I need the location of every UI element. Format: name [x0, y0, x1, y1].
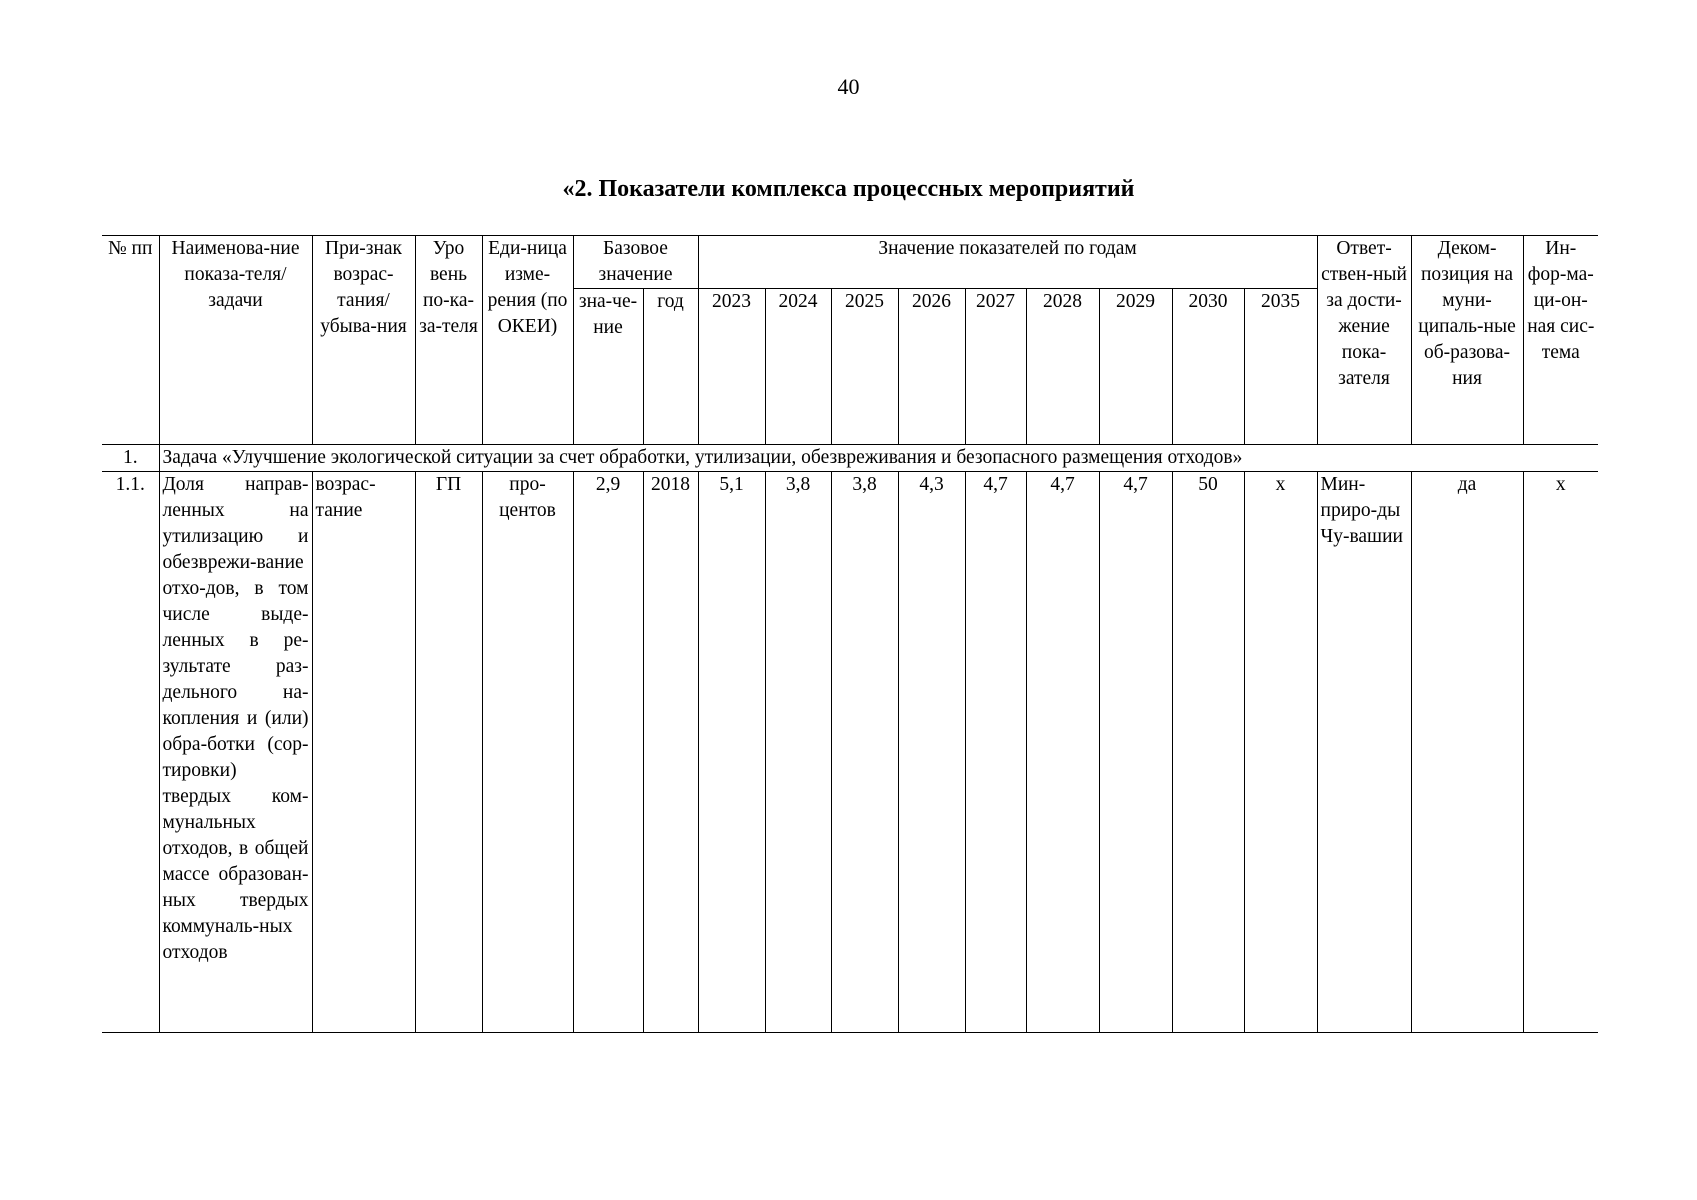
task-row	[102, 445, 1598, 472]
header-year-2027: 2027	[965, 289, 1026, 445]
header-sign: При-знак возрас-тания/ убыва-ния	[312, 236, 415, 445]
row-value-2030: 50	[1172, 472, 1244, 1033]
header-year-2028: 2028	[1026, 289, 1099, 445]
row-info-system: х	[1523, 472, 1598, 1033]
row-num: 1.1.	[102, 472, 159, 1033]
row-base-value: 2,9	[573, 472, 643, 1033]
row-value-2024: 3,8	[765, 472, 831, 1033]
row-unit: про-центов	[482, 472, 573, 1033]
task-num: 1.	[102, 445, 159, 472]
header-unit: Еди-ница изме-рения (по ОКЕИ)	[482, 236, 573, 445]
header-responsible: Ответ-ствен-ный за дости-жение пока-зателя	[1317, 236, 1411, 445]
header-num: № пп	[102, 236, 159, 445]
row-sign: возрас-тание	[312, 472, 415, 1033]
row-value-2025: 3,8	[831, 472, 898, 1033]
row-decomposition: да	[1411, 472, 1523, 1033]
row-value-2029: 4,7	[1099, 472, 1172, 1033]
header-level: Уро вень по-ка-за-теля	[415, 236, 482, 445]
header-year-2023: 2023	[698, 289, 765, 445]
document-title: «2. Показатели комплекса процессных мероприятий	[562, 176, 1135, 202]
page-number: 40	[837, 74, 860, 99]
row-level: ГП	[415, 472, 482, 1033]
header-year-2030: 2030	[1172, 289, 1244, 445]
table-row	[102, 472, 1598, 1033]
row-responsible: Мин-приро-ды Чу-вашии	[1317, 472, 1411, 1033]
row-base-year: 2018	[643, 472, 698, 1033]
header-base-group: Базовое значение	[573, 236, 698, 289]
header-info-system: Ин-фор-ма-ци-он-ная сис-тема	[1523, 236, 1598, 445]
header-year-2035: 2035	[1244, 289, 1317, 445]
task-text: Задача «Улучшение экологической ситуации за счет обработки, утилизации, обезвреживания и безопасного размещения отходов»	[159, 445, 1598, 472]
header-year-2029: 2029	[1099, 289, 1172, 445]
header-year-2025: 2025	[831, 289, 898, 445]
row-value-2035: х	[1244, 472, 1317, 1033]
row-indicator-name: Доля направ-ленных на утилизацию и обезврежи-вание отхо-дов, в том числе выде-ленных в ре-зультате раз-дельного на-копления и (или) обра-ботки (сор-тировки) твердых ком-мунальных отходов, в общей массе образован-ных твердых коммуналь-ных отходов	[159, 472, 312, 1033]
header-years-group: Значение показателей по годам	[698, 236, 1317, 289]
row-value-2023: 5,1	[698, 472, 765, 1033]
header-base-value: зна-че-ние	[573, 289, 643, 445]
row-value-2026: 4,3	[898, 472, 965, 1033]
header-name: Наименова-ние показа-теля/задачи	[159, 236, 312, 445]
header-base-year: год	[643, 289, 698, 445]
header-year-2024: 2024	[765, 289, 831, 445]
header-decomposition: Деком-позиция на муни-ципаль-ные об-разова-ния	[1411, 236, 1523, 445]
indicators-table	[102, 235, 1598, 1033]
row-value-2027: 4,7	[965, 472, 1026, 1033]
row-value-2028: 4,7	[1026, 472, 1099, 1033]
header-year-2026: 2026	[898, 289, 965, 445]
